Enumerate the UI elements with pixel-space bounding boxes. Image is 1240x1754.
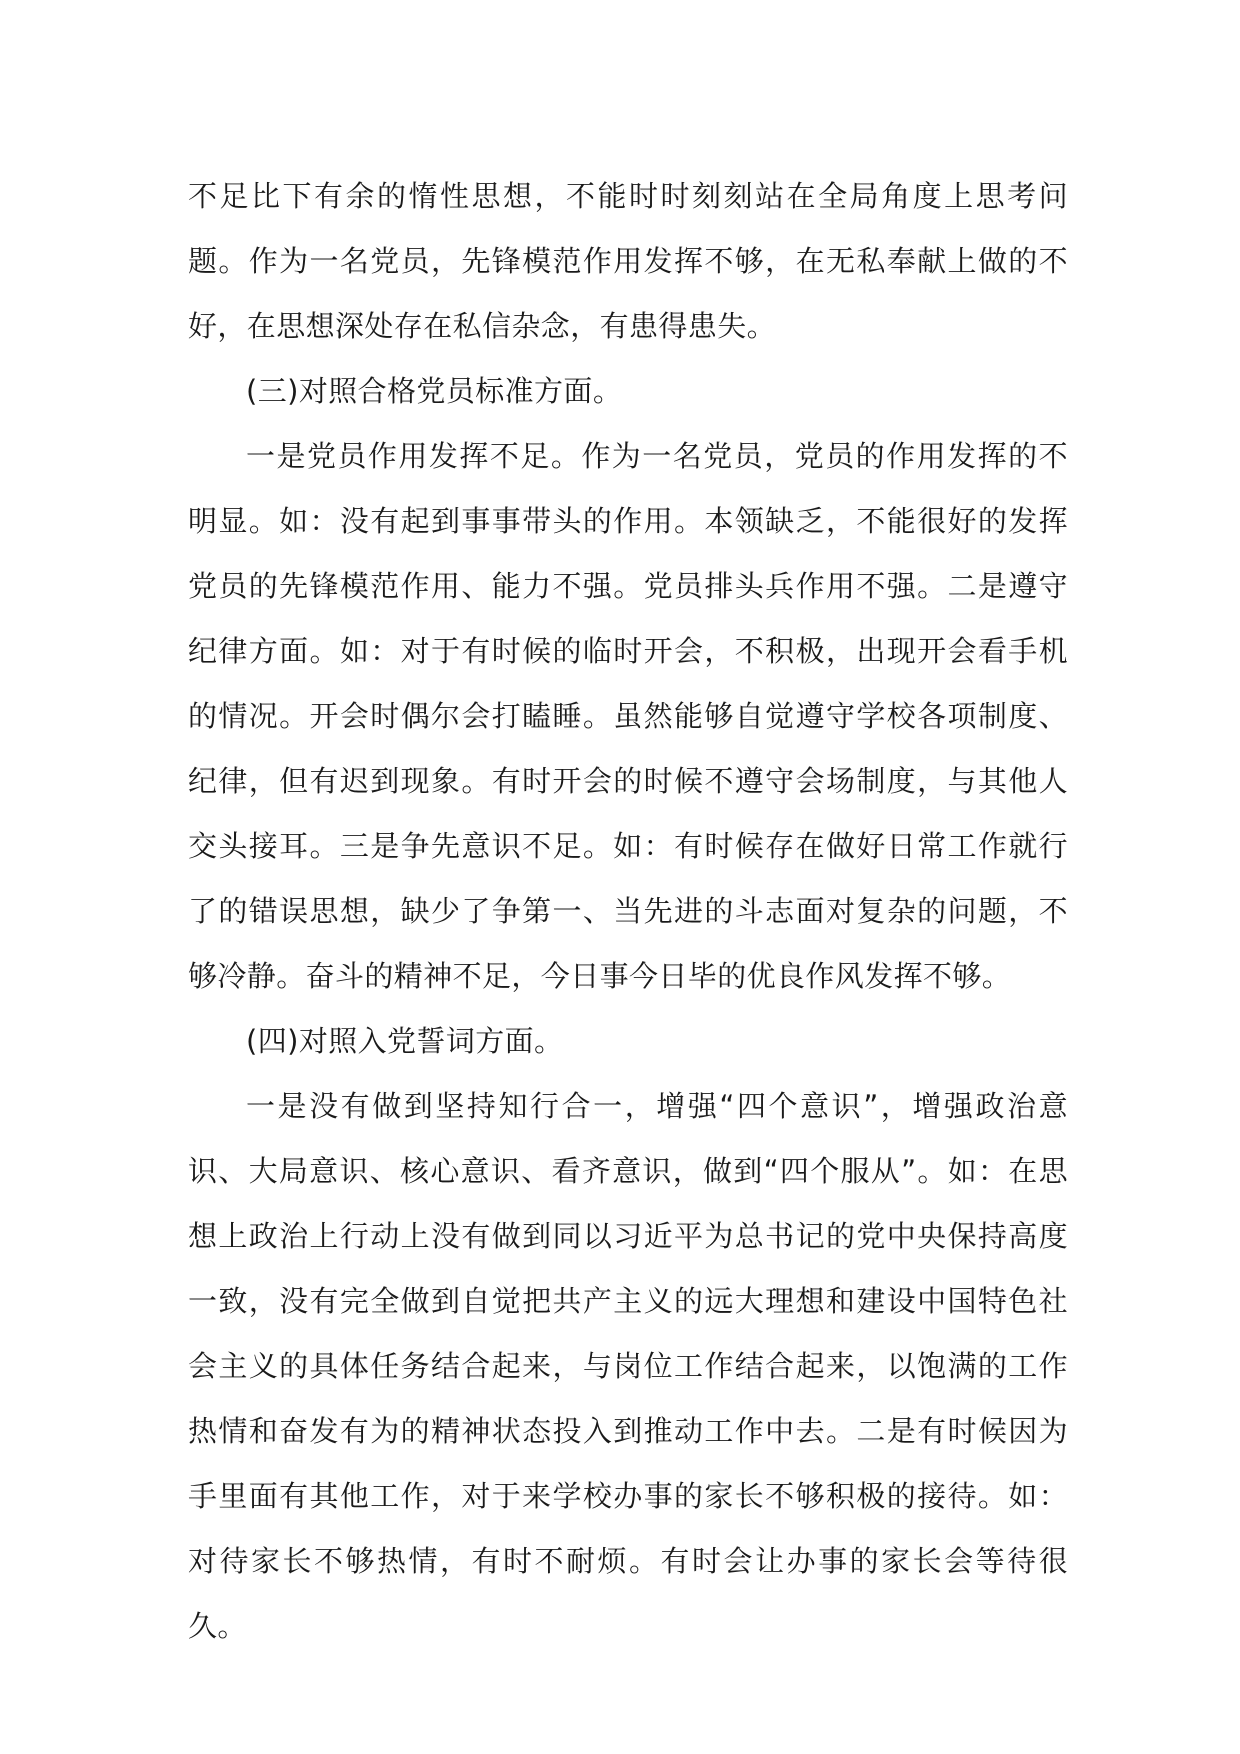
paragraph-party-member-role: 一是党员作用发挥不足。作为一名党员，党员的作用发挥的不明显。如：没有起到事事带头的作用。本领缺乏，不能很好的发挥党员的先锋模范作用、能力不强。党员排头兵作用不强。二是遵守纪律方面。如：对于有时候的临时开会，不积极，出现开会看手机的情况。开会时偶尔会打瞌睡。虽然能够自觉遵守学校各项制度、纪律，但有迟到现象。有时开会的时候不遵守会场制度，与其他人交头接耳。三是争先意识不足。如：有时候存在做好日常工作就行了的错误思想，缺少了争第一、当先进的斗志面对复杂的问题，不够冷静。奋斗的精神不足，今日事今日毕的优良作风发挥不够。 — [188, 439, 1068, 993]
paragraph-continuation: 不足比下有余的惰性思想，不能时时刻刻站在全局角度上思考问题。作为一名党员，先锋模范作用发挥不够，在无私奉献上做的不好，在思想深处存在私信杂念，有患得患失。 — [188, 179, 1068, 343]
paragraph-oath: 一是没有做到坚持知行合一，增强“四个意识”，增强政治意识、大局意识、核心意识、看齐意识，做到“四个服从”。如：在思想上政治上行动上没有做到同以习近平为总书记的党中央保持高度一致，没有完全做到自觉把共产主义的远大理想和建设中国特色社会主义的具体任务结合起来，与岗位工作结合起来，以饱满的工作热情和奋发有为的精神状态投入到推动工作中去。二是有时候因为手里面有其他工作，对于来学校办事的家长不够积极的接待。如：对待家长不够热情，有时不耐烦。有时会让办事的家长会等待很久。 — [188, 1089, 1068, 1643]
section-heading-3: (三)对照合格党员标准方面。 — [246, 374, 623, 408]
document-body — [188, 164, 1068, 1659]
section-heading-4: (四)对照入党誓词方面。 — [246, 1024, 564, 1058]
